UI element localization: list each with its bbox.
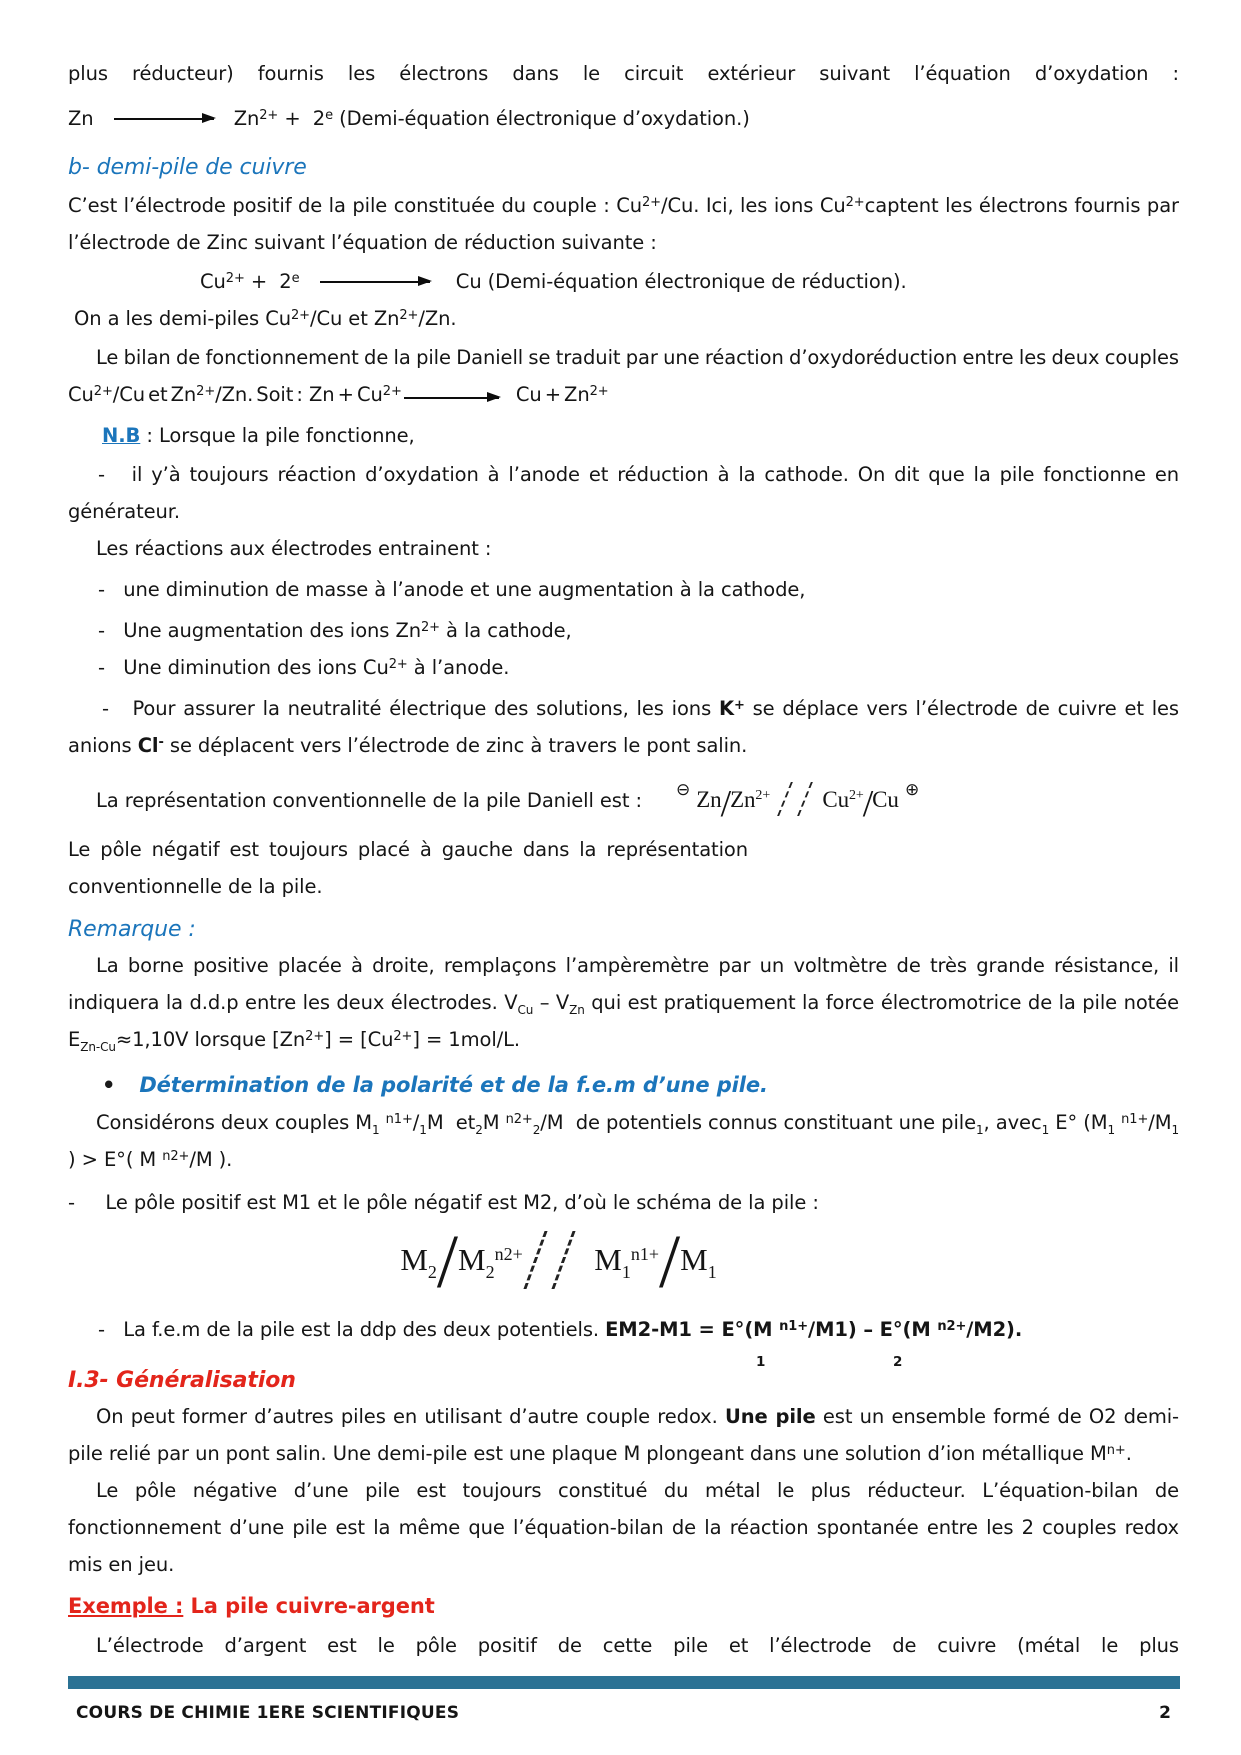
paragraph-electrode-positif: C’est l’électrode positif de la pile constituée du couple : $Cu^{2+}/Cu$. Ici, les ions $Cu^{2+}captent$ les électrons fournis par l’électrode de Zinc suivant l’équation de réduction suivante : (68, 194, 1179, 254)
schema-pile-m2-m1: $M_2$ / $M_2^{n2+}$ $M_1^{n1+}$ / $M_1$ (400, 1220, 717, 1304)
paragraph-oxydation-continuation: plus réducteur) fournis les électrons dans le circuit extérieur suivant l’équation d’oxydation : (68, 62, 1179, 85)
heading-exemple-pile-cuivre-argent: Exemple : La pile cuivre-argent (68, 1594, 435, 1618)
bullet-augmentation-zn: - Une augmentation des ions $Zn^{2+}$ à la cathode, (98, 619, 572, 642)
paragraph-pole-negative-metal: Le pôle négative d’une pile est toujours constitué du métal le plus réducteur. L’équation-bilan de fonctionnement d’une pile est la même que l’équation-bilan de la réaction spontanée entre les 2 couples redox mis en jeu. (68, 1479, 1179, 1576)
paragraph-nb: N.B : Lorsque la pile fonctionne, (102, 424, 415, 447)
bullet-neutralite-electrique: - Pour assurer la neutralité électrique des solutions, les ions K+ se déplace vers l’électrode de cuivre et les anions Cl- se déplacent vers l’électrode de zinc à travers le pont salin. (68, 697, 1179, 757)
paragraph-pole-negatif-gauche: Le pôle négatif est toujours placé à gauche dans la représentation conventionnelle de la pile. (68, 838, 748, 898)
footer-divider-bar (68, 1676, 1180, 1689)
paragraph-electrode-argent: L’électrode d’argent est le pôle positif de cette pile et l’électrode de cuivre (métal le plus (96, 1634, 1179, 1657)
equation-zn-oxydation: Zn $Zn^{2+} + 2e$ (Demi-équation électronique d’oxydation.) (68, 107, 750, 130)
bullet-pole-positif-m1: - Le pôle positif est M1 et le pôle négatif est M2, d’où le schéma de la pile : (68, 1191, 819, 1214)
paragraph-representation-conventionnelle: La représentation conventionnelle de la pile Daniell est : ⊖ $Zn/Zn^{2+}$ $Cu^{2+}/Cu$ ⊕ (96, 780, 920, 825)
paragraph-borne-positive: La borne positive placée à droite, remplaçons l’ampèremètre par un voltmètre de très grande résistance, il indiquera la d.d.p entre les deux électrodes. $V_{Cu} - V_{Zn}$ qui est pratiquement la force électromotrice de la pile notée $E_{Zn-Cu}\approx 1,10V$ lorsque $[Zn^{2+}] = [Cu^{2+}] = 1mol/L$. (68, 954, 1179, 1054)
equation-cu-reduction: $Cu^{2+} + 2e$ Cu (Demi-équation électronique de réduction). (200, 270, 907, 293)
bullet-fem-pile: - La f.e.m de la pile est la ddp des deux potentiels. EM2-M1 = E°(M $^{n1+}$/M1) – E°(M $^{n2+}$/M2). 1 2 (98, 1318, 1023, 1370)
paragraph-reactions-electrodes: Les réactions aux électrodes entrainent : (96, 537, 492, 560)
bullet-diminution-cu: - Une diminution des ions $Cu^{2+}$ à l’anode. (98, 656, 510, 679)
paragraph-autres-piles: On peut former d’autres piles en utilisant d’autre couple redox. Une pile est un ensemble formé de O2 demi-pile relié par un pont salin. Une demi-pile est une plaque M plongeant dans une solution d’ion métallique $M^{n+}$. (68, 1405, 1179, 1465)
heading-determination-polarite: • Détermination de la polarité et de la f.e.m d’une pile. (102, 1073, 768, 1097)
paragraph-considerons-couples: Considérons deux couples $M_1$ $^{n1+}/_1M$ $et_2M$ $^{n2+}_2$/M de potentiels connus constituant une pile$_1$, avec$_1$ E° ($M_1$ $^{n1+}/M_1$ ) > E°( M $^{n2+}$/M ). (68, 1111, 1179, 1171)
heading-demi-pile-cuivre: b- demi-pile de cuivre (68, 155, 307, 180)
paragraph-demi-piles: On a les demi-piles $Cu^{2+}/Cu$ et $Zn^{2+}/Zn$. (74, 307, 457, 330)
heading-generalisation: I.3- Généralisation (68, 1368, 296, 1393)
bullet-diminution-masse: - une diminution de masse à l’anode et une augmentation à la cathode, (98, 578, 806, 601)
bullet-oxydation-anode: - il y’à toujours réaction d’oxydation à l’anode et réduction à la cathode. On dit que la pile fonctionne en générateur. (68, 463, 1179, 523)
footer-page-number: 2 (1159, 1703, 1171, 1723)
heading-remarque: Remarque : (68, 917, 196, 942)
footer-course-title: COURS DE CHIMIE 1ERE SCIENTIFIQUES (76, 1703, 460, 1723)
paragraph-bilan-fonctionnement: Le bilan de fonctionnement de la pile Daniell se traduit par une réaction d’oxydoréduction entre les deux couples $Cu^{2+}/Cu$ et $Zn^{2+}/Zn$. Soit : $Zn + Cu^{2+}$ $Cu + Zn^{2+}$ (68, 346, 1179, 406)
